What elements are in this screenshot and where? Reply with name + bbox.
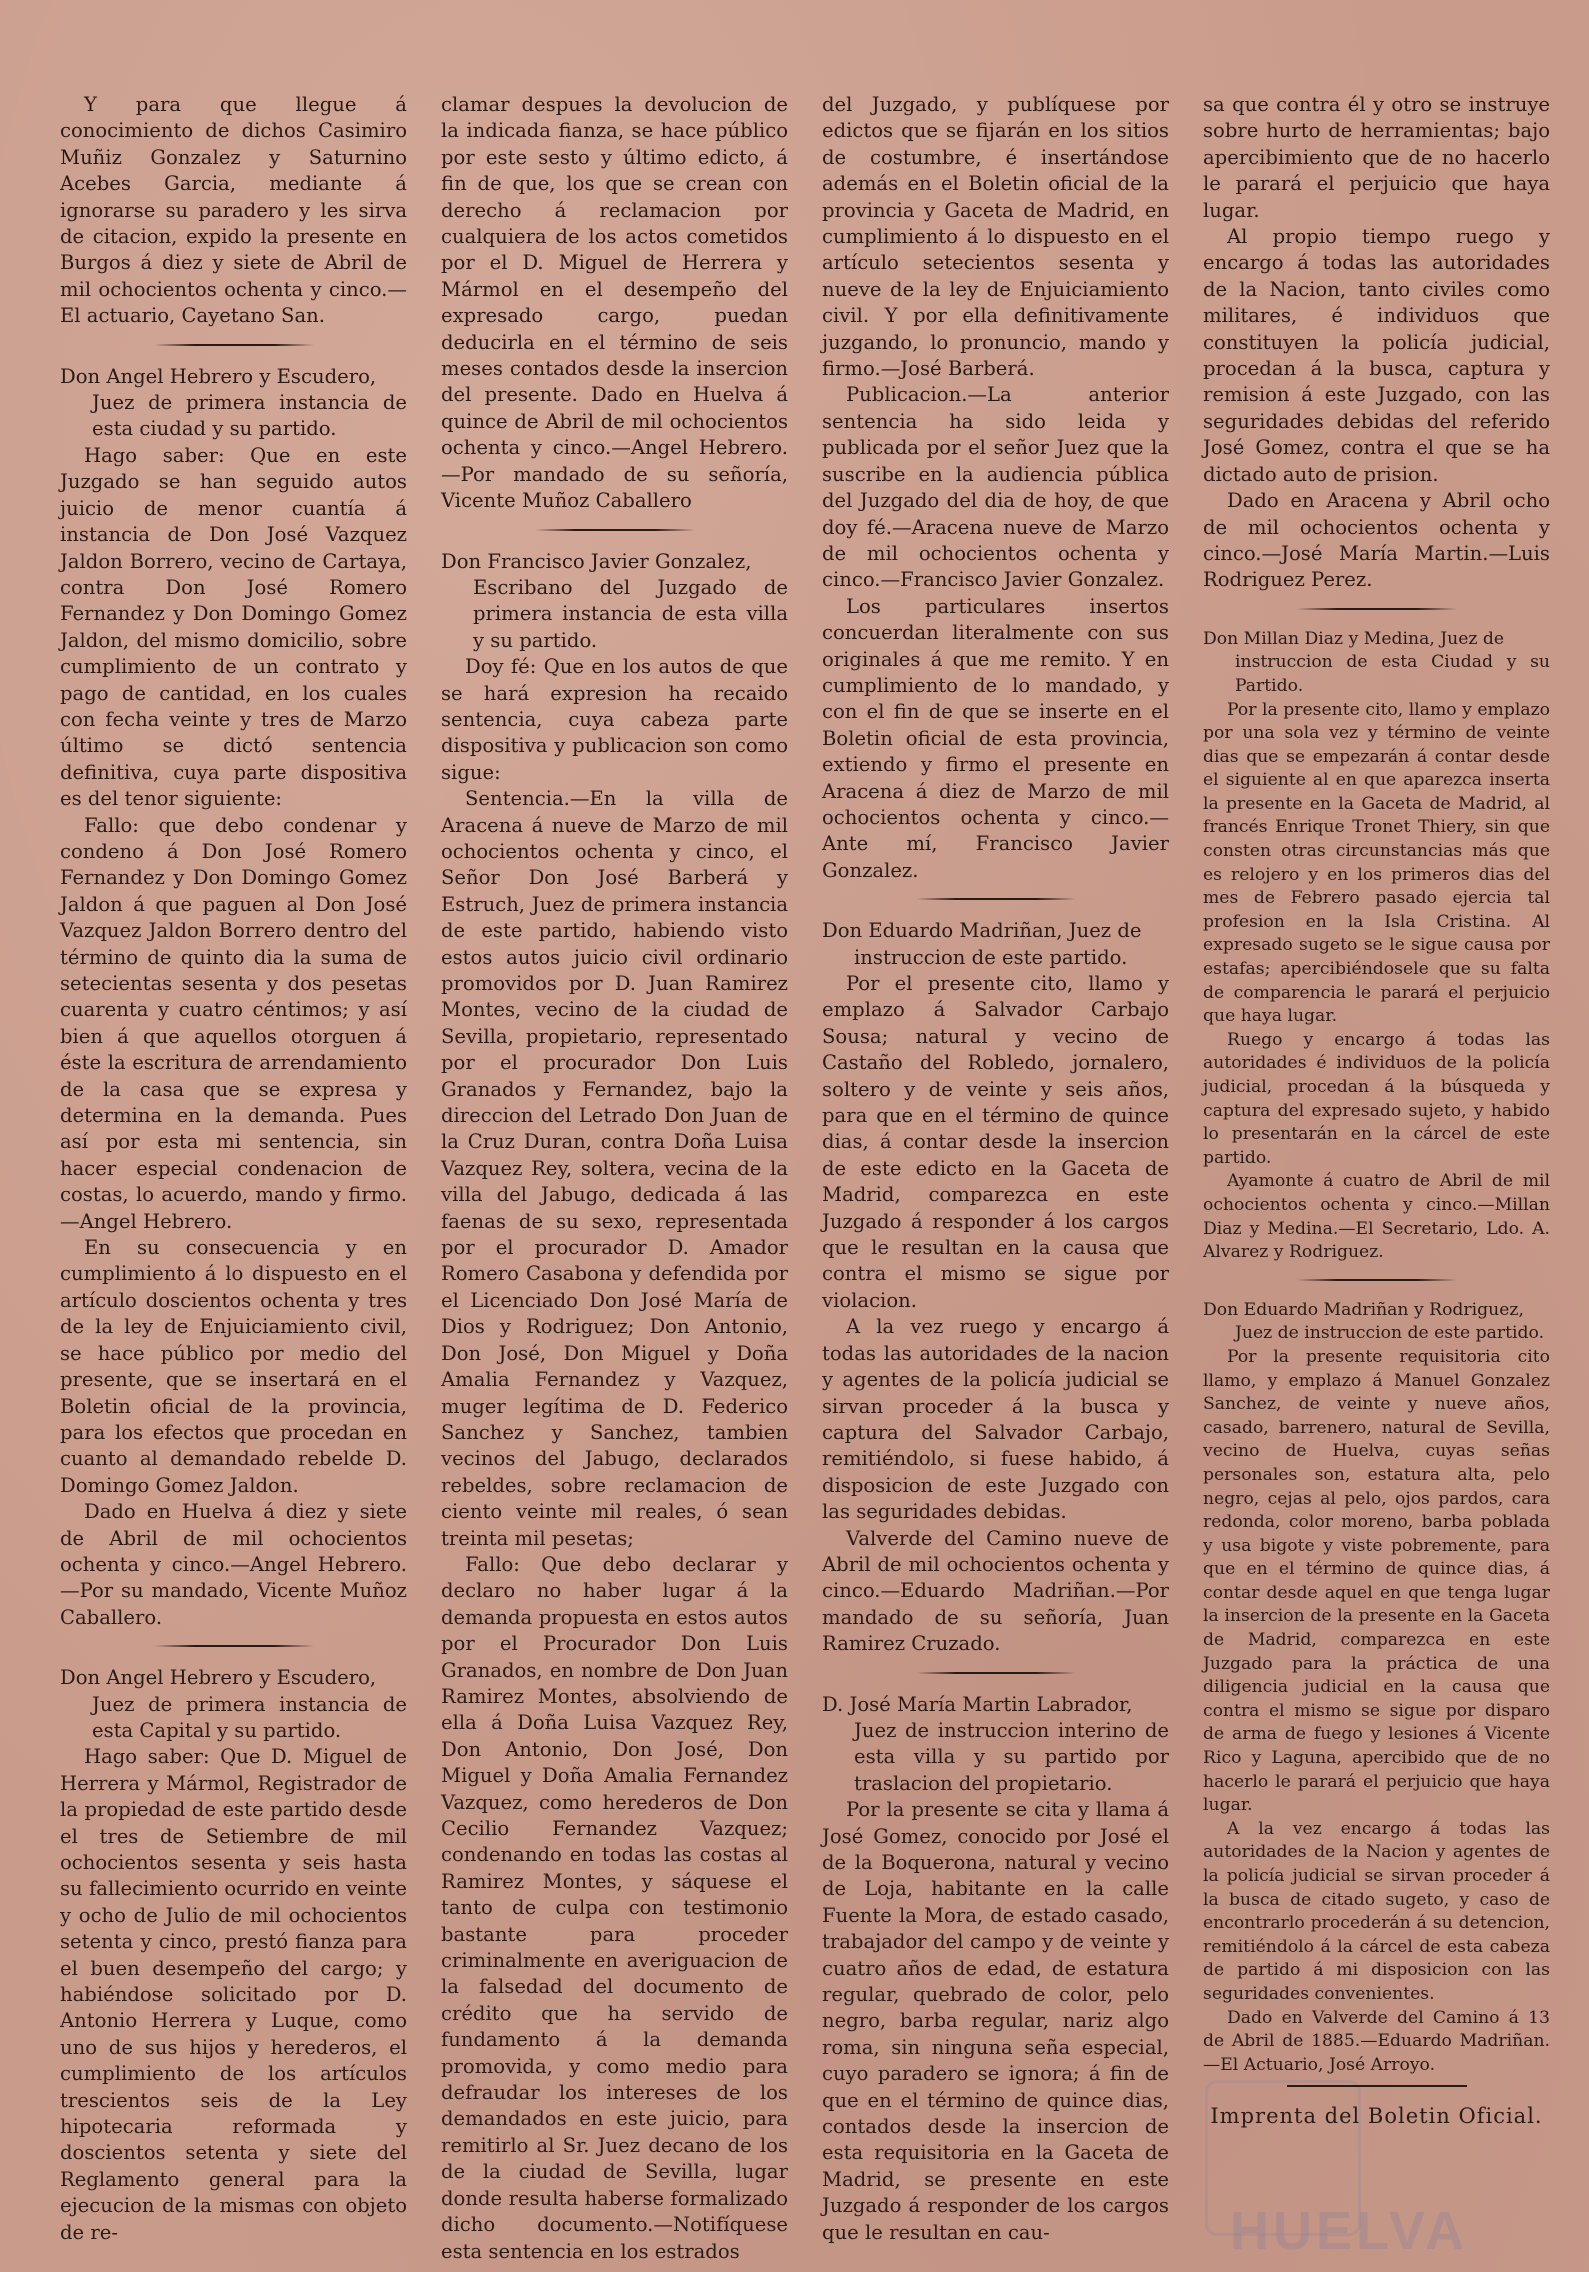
paragraph: Dado en Valverde del Camino á 13 de Abril de 1885.—Eduardo Madriñan.—El Actuario, José Arroyo. — [1203, 2007, 1550, 2075]
paragraph: Por la presente requisitoria cito llamo, y emplazo á Manuel Gonzalez Sanchez, de veinte y nueve años, casado, barrenero, natural de Sevilla, vecino de Huelva, cuyas señas personales son, estatura alta, pelo negro, cejas al pelo, ojos pardos, cara redonda, color moreno, barba poblada y usa bigote y viste pobremente, para que en el término de quince dias, á contar desde aquel en que tenga lugar la insercion de la presente en la Gaceta de Madrid, comparezca en este Juzgado para la práctica de una diligencia judicial en la causa que contra el mismo se sigue por disparo de arma de fuego y lesiones á Vicente Rico y Laguna, apercibido que de no hacerlo le parará el perjuicio que haya lugar. — [1203, 1346, 1550, 1816]
notice-heading: Don Angel Hebrero y Escudero, — [60, 1666, 377, 1690]
notice-subheading: Juez de instruccion de este partido. — [1235, 1323, 1545, 1344]
paragraph: Por la presente cito, llamo y emplazo por una sola vez y término de veinte dias que se empezarán á contar desde el siguiente al en que aparezca inserta la presente en la Gaceta de Madrid, al francés Enrique Tronet Thiery, sin que consten otras circunstancias más que es relojero y en los primeros dias del mes de Febrero pasado ejercia tal profesion en la Isla Cristina. Al expresado sugeto se le sigue causa por estafas; apercibiéndosele que su falta de comparencia le parará el perjuicio que haya lugar. — [1203, 699, 1550, 1027]
paragraph: Ruego y encargo á todas las autoridades é individuos de la policía judicial, procedan á la búsqueda y captura del expresado sujeto, y habido lo presentarán en la cárcel de este partido. — [1203, 1029, 1550, 1168]
notice-heading: Don Millan Diaz y Medina, Juez de — [1203, 628, 1505, 649]
paragraph: En su consecuencia y en cumplimiento á lo dispuesto en el artículo doscientos ochenta y tres de la ley de Enjuiciamiento civil, se hace público por medio del presente, que se insertará en el Boletin oficial de la provincia, para los efectos que procedan en cuanto al demandado rebelde D. Domingo Gomez Jaldon. — [60, 1236, 407, 1497]
divider — [1297, 1279, 1457, 1281]
paragraph: Al propio tiempo ruego y encargo á todas las autoridades de la Nacion, tanto civiles como militares, é individuos que constituyen la policía judicial, procedan á la busca, captura y remision á este Juzgado, con las seguridades debidas del referido José Gomez, contra el que se ha dictado auto de prision. — [1203, 225, 1550, 486]
divider — [154, 1645, 314, 1647]
paragraph: Sentencia.—En la villa de Aracena á nueve de Marzo de mil ochocientos ochenta y cinco, el Señor Don José Barberá y Estruch, Juez de primera instancia de este partido, habiendo visto estos autos juicio civil ordinario promovidos por D. Juan Ramirez Montes, vecino de la ciudad de Sevilla, propietario, representado por el procurador Don Luis Granados y Fernandez, bajo la direccion del Letrado Don Juan de la Cruz Duran, contra Doña Luisa Vazquez Rey, soltera, vecina de la villa del Jabugo, dedicada á las faenas de su sexo, representada por el procurador D. Amador Romero Casabona y defendida por el Licenciado Don José María de Dios y Rodriguez; Don Antonio, Don José, Don Miguel y Doña Amalia Fernandez y Vazquez, muger legítima de D. Federico Sanchez y Sanchez, tambien vecinos del Jabugo, declarados rebeldes, sobre reclamacion de ciento veinte mil reales, ó sean treinta mil pesetas; — [441, 787, 788, 1550]
column-1 — [60, 92, 407, 2244]
notice-heading: D. José María Martin Labrador, — [822, 1692, 1133, 1716]
divider — [916, 898, 1076, 900]
notice-heading: Don Eduardo Madriñan y Rodriguez, — [1203, 1299, 1524, 1320]
column-4 — [1203, 92, 1550, 2182]
notice-heading: Don Angel Hebrero y Escudero, — [60, 364, 377, 388]
columns — [60, 92, 1550, 2263]
paragraph: Fallo: Que debo declarar y declaro no haber lugar á la demanda propuesta en estos autos por el Procurador Don Luis Granados, en nombre de Don Juan Ramirez Montes, absolviendo de ella á Doña Luisa Vazquez Rey, Don Antonio, Don José, Don Miguel y Doña Amalia Fernandez Vazquez, como herederos de Don Cecilio Fernandez Vazquez; condenando en todas las costas al Ramirez Montes, y sáquese el tanto de culpa con testimonio bastante para proceder criminalmente en averiguacion de la falsedad del documento de crédito que ha servido de fundamento á la demanda promovida, y como medio para defraudar los intereses de los demandados en este juicio, para remitirlo al Sr. Juez decano de los de la ciudad de Sevilla, lugar donde resulta haberse formalizado dicho documento.—Notifíquese esta sentencia en los estrados — [441, 1552, 788, 2263]
imprint-line: Imprenta del Boletin Oficial. — [1210, 2104, 1543, 2129]
paragraph: Valverde del Camino nueve de Abril de mil ochocientos ochenta y cinco.—Eduardo Madriñan.—Por mandado de su señoría, Juan Ramirez Cruzado. — [822, 1526, 1169, 1656]
notice-subheading: instruccion de este partido. — [854, 945, 1128, 969]
paragraph: Por el presente cito, llamo y emplazo á Salvador Carbajo Sousa; natural y vecino de Castaño del Robledo, jornalero, soltero y de veinte y seis años, para que en el término de quince dias, á contar desde la insercion de este edicto en la Gaceta de Madrid, comparezca en este Juzgado á responder á los cargos que le resultan en la causa que contra el mismo se sigue por violacion. — [822, 972, 1169, 1312]
divider — [535, 529, 695, 531]
paragraph: Hago saber: Que en este Juzgado se han seguido autos juicio de menor cuantía á instancia de Don José Vazquez Jaldon Borrero, vecino de Cartaya, contra Don José Romero Fernandez y Don Domingo Gomez Jaldon, del mismo domicilio, sobre cumplimiento de un contrato y pago de cantidad, en los cuales con fecha veinte y tres de Marzo último se dictó sentencia definitiva, cuya parte dispositiva es del tenor siguiente: — [60, 443, 407, 811]
watermark: HUELVA — [1230, 2201, 1468, 2261]
paragraph: Doy fé: Que en los autos de que se hará expresion ha recaido sentencia, cuya cabeza parte dispositiva y publicacion son como sigue: — [441, 655, 788, 784]
paragraph: clamar despues la devolucion de la indicada fianza, se hace público por este sesto y último edicto, á fin de que, los que se crean con derecho á reclamacion por cualquiera de los actos cometidos por el D. Miguel de Herrera y Mármol en el desempeño del expresado cargo, puedan deducirla en el término de seis meses contados desde la insercion del presente. Dado en Huelva á quince de Abril de mil ochocientos ochenta y cinco.—Angel Hebrero.—Por mandado de su señoría, Vicente Muñoz Caballero — [441, 93, 788, 513]
notice-heading: Don Eduardo Madriñan, Juez de — [822, 919, 1142, 943]
paragraph: Dado en Aracena y Abril ocho de mil ochocientos ochenta y cinco.—José María Martin.—Luis Rodriguez Perez. — [1203, 489, 1550, 592]
paragraph: Los particulares insertos concuerdan literalmente con sus originales á que me remito. Y en cumplimiento de lo mandado, y con el fin de que se inserte en el Boletin oficial de esta provincia, extiendo y firmo el presente en Aracena á diez de Marzo de mil ochocientos ochenta y cinco.—Ante mí, Francisco Javier Gonzalez. — [822, 594, 1169, 882]
paragraph: A la vez encargo á todas las autoridades de la Nacion y agentes de la policía judicial se sirvan proceder á la busca de citado sugeto, y caso de encontrarlo procederán á su detencion, remitiéndolo á la cárcel de esta cabeza de partido á mi disposicion con las seguridades convenientes. — [1203, 1818, 1550, 2004]
column-2 — [441, 92, 788, 2263]
paragraph: Y para que llegue á conocimiento de dichos Casimiro Muñiz Gonzalez y Saturnino Acebes Garcia, mediante á ignorarse su paradero y les sirva de citacion, expido la presente en Burgos á diez y siete de Abril de mil ochocientos ochenta y cinco.—El actuario, Cayetano San. — [60, 93, 407, 328]
divider — [1287, 2085, 1467, 2087]
divider — [1297, 608, 1457, 610]
divider — [916, 1672, 1076, 1674]
paragraph: A la vez ruego y encargo á todas las autoridades de la nacion y agentes de la policía judicial se sirvan proceder á la busca y captura del Salvador Carbajo, remitiéndolo, si fuese habido, á disposicion de este Juzgado con las seguridades debidas. — [822, 1315, 1169, 1524]
paragraph: Por la presente se cita y llama á José Gomez, conocido por José el de la Boquerona, natural y vecino de Loja, habitante en la calle Fuente la Mora, de estado casado, trabajador del campo y de veinte y cuatro años de edad, de estatura regular, quebrado de color, pelo negro, barba regular, nariz algo roma, sin ninguna seña especial, cuyo paradero se ignora; á fin de que en el término de quince dias, contados desde la insercion de esta requisitoria en la Gaceta de Madrid, se presente en este Juzgado á responder de los cargos que le resultan en cau- — [822, 1798, 1169, 2244]
notice-heading: Don Francisco Javier Gonzalez, — [441, 549, 752, 573]
notice-subheading: instruccion de esta Ciudad y su Partido. — [1235, 652, 1550, 696]
paragraph: sa que contra él y otro se instruye sobre hurto de herramientas; bajo apercibimiento que de no hacerlo le parará el perjuicio que haya lugar. — [1203, 93, 1550, 222]
paragraph: Publicacion.—La anterior sentencia ha sido leida y publicada por el señor Juez que la suscribe en la audiencia pública del Juzgado del dia de hoy, de que doy fé.—Aracena nueve de Marzo de mil ochocientos ochenta y cinco.—Francisco Javier Gonzalez. — [822, 383, 1169, 592]
notice-subheading: Juez de instruccion interino de esta villa y su partido por traslacion del propietario. — [854, 1718, 1169, 1795]
paragraph: del Juzgado, y publíquese por edictos que se fijarán en los sitios de costumbre, é insertándose además en el Boletin oficial de la provincia y Gaceta de Madrid, en cumplimiento á lo dispuesto en el artículo setecientos sesenta y nueve de la ley de Enjuiciamiento civil. Y por ella definitivamente juzgando, lo pronuncio, mando y firmo.—José Barberá. — [822, 93, 1169, 381]
divider — [154, 344, 314, 346]
paragraph: Hago saber: Que D. Miguel de Herrera y Mármol, Registrador de la propiedad de este partido desde el tres de Setiembre de mil ochocientos sesenta y seis hasta su fallecimiento ocurrido en veinte y ocho de Julio de mil ochocientos setenta y cinco, prestó fianza para el buen desempeño del cargo; y habiéndose solicitado por D. Antonio Herrera y Luque, como uno de sus hijos y herederos, el cumplimiento de los artículos trescientos seis de la Ley hipotecaria reformada y doscientos setenta y siete del Reglamento general para la ejecucion de la mismas con objeto de re- — [60, 1745, 407, 2244]
paragraph: Ayamonte á cuatro de Abril de mil ochocientos ochenta y cinco.—Millan Diaz y Medina.—El Secretario, Ldo. A. Alvarez y Rodriguez. — [1203, 1171, 1550, 1263]
notice-subheading: Juez de primera instancia de esta Capital y su partido. — [92, 1692, 407, 1742]
notice-subheading: Escribano del Juzgado de primera instancia de esta villa y su partido. — [473, 575, 788, 652]
column-3 — [822, 92, 1169, 2244]
notice-subheading: Juez de primera instancia de esta ciudad y su partido. — [92, 391, 407, 441]
paragraph: Dado en Huelva á diez y siete de Abril de mil ochocientos ochenta y cinco.—Angel Hebrero.—Por su mandado, Vicente Muñoz Caballero. — [60, 1500, 407, 1629]
paragraph: Fallo: que debo condenar y condeno á Don José Romero Fernandez y Don Domingo Gomez Jaldon á que paguen al Don José Vazquez Jaldon Borrero dentro del término de quinto dia la suma de setecientas sesenta y dos pesetas cuarenta y cuatro céntimos; y así bien á que aquellos otorguen á éste la escritura de arrendamiento de la casa que se expresa y determina en la demanda. Pues así por esta mi sentencia, sin hacer especial condenacion de costas, lo acuerdo, mando y firmo.—Angel Hebrero. — [60, 813, 407, 1233]
